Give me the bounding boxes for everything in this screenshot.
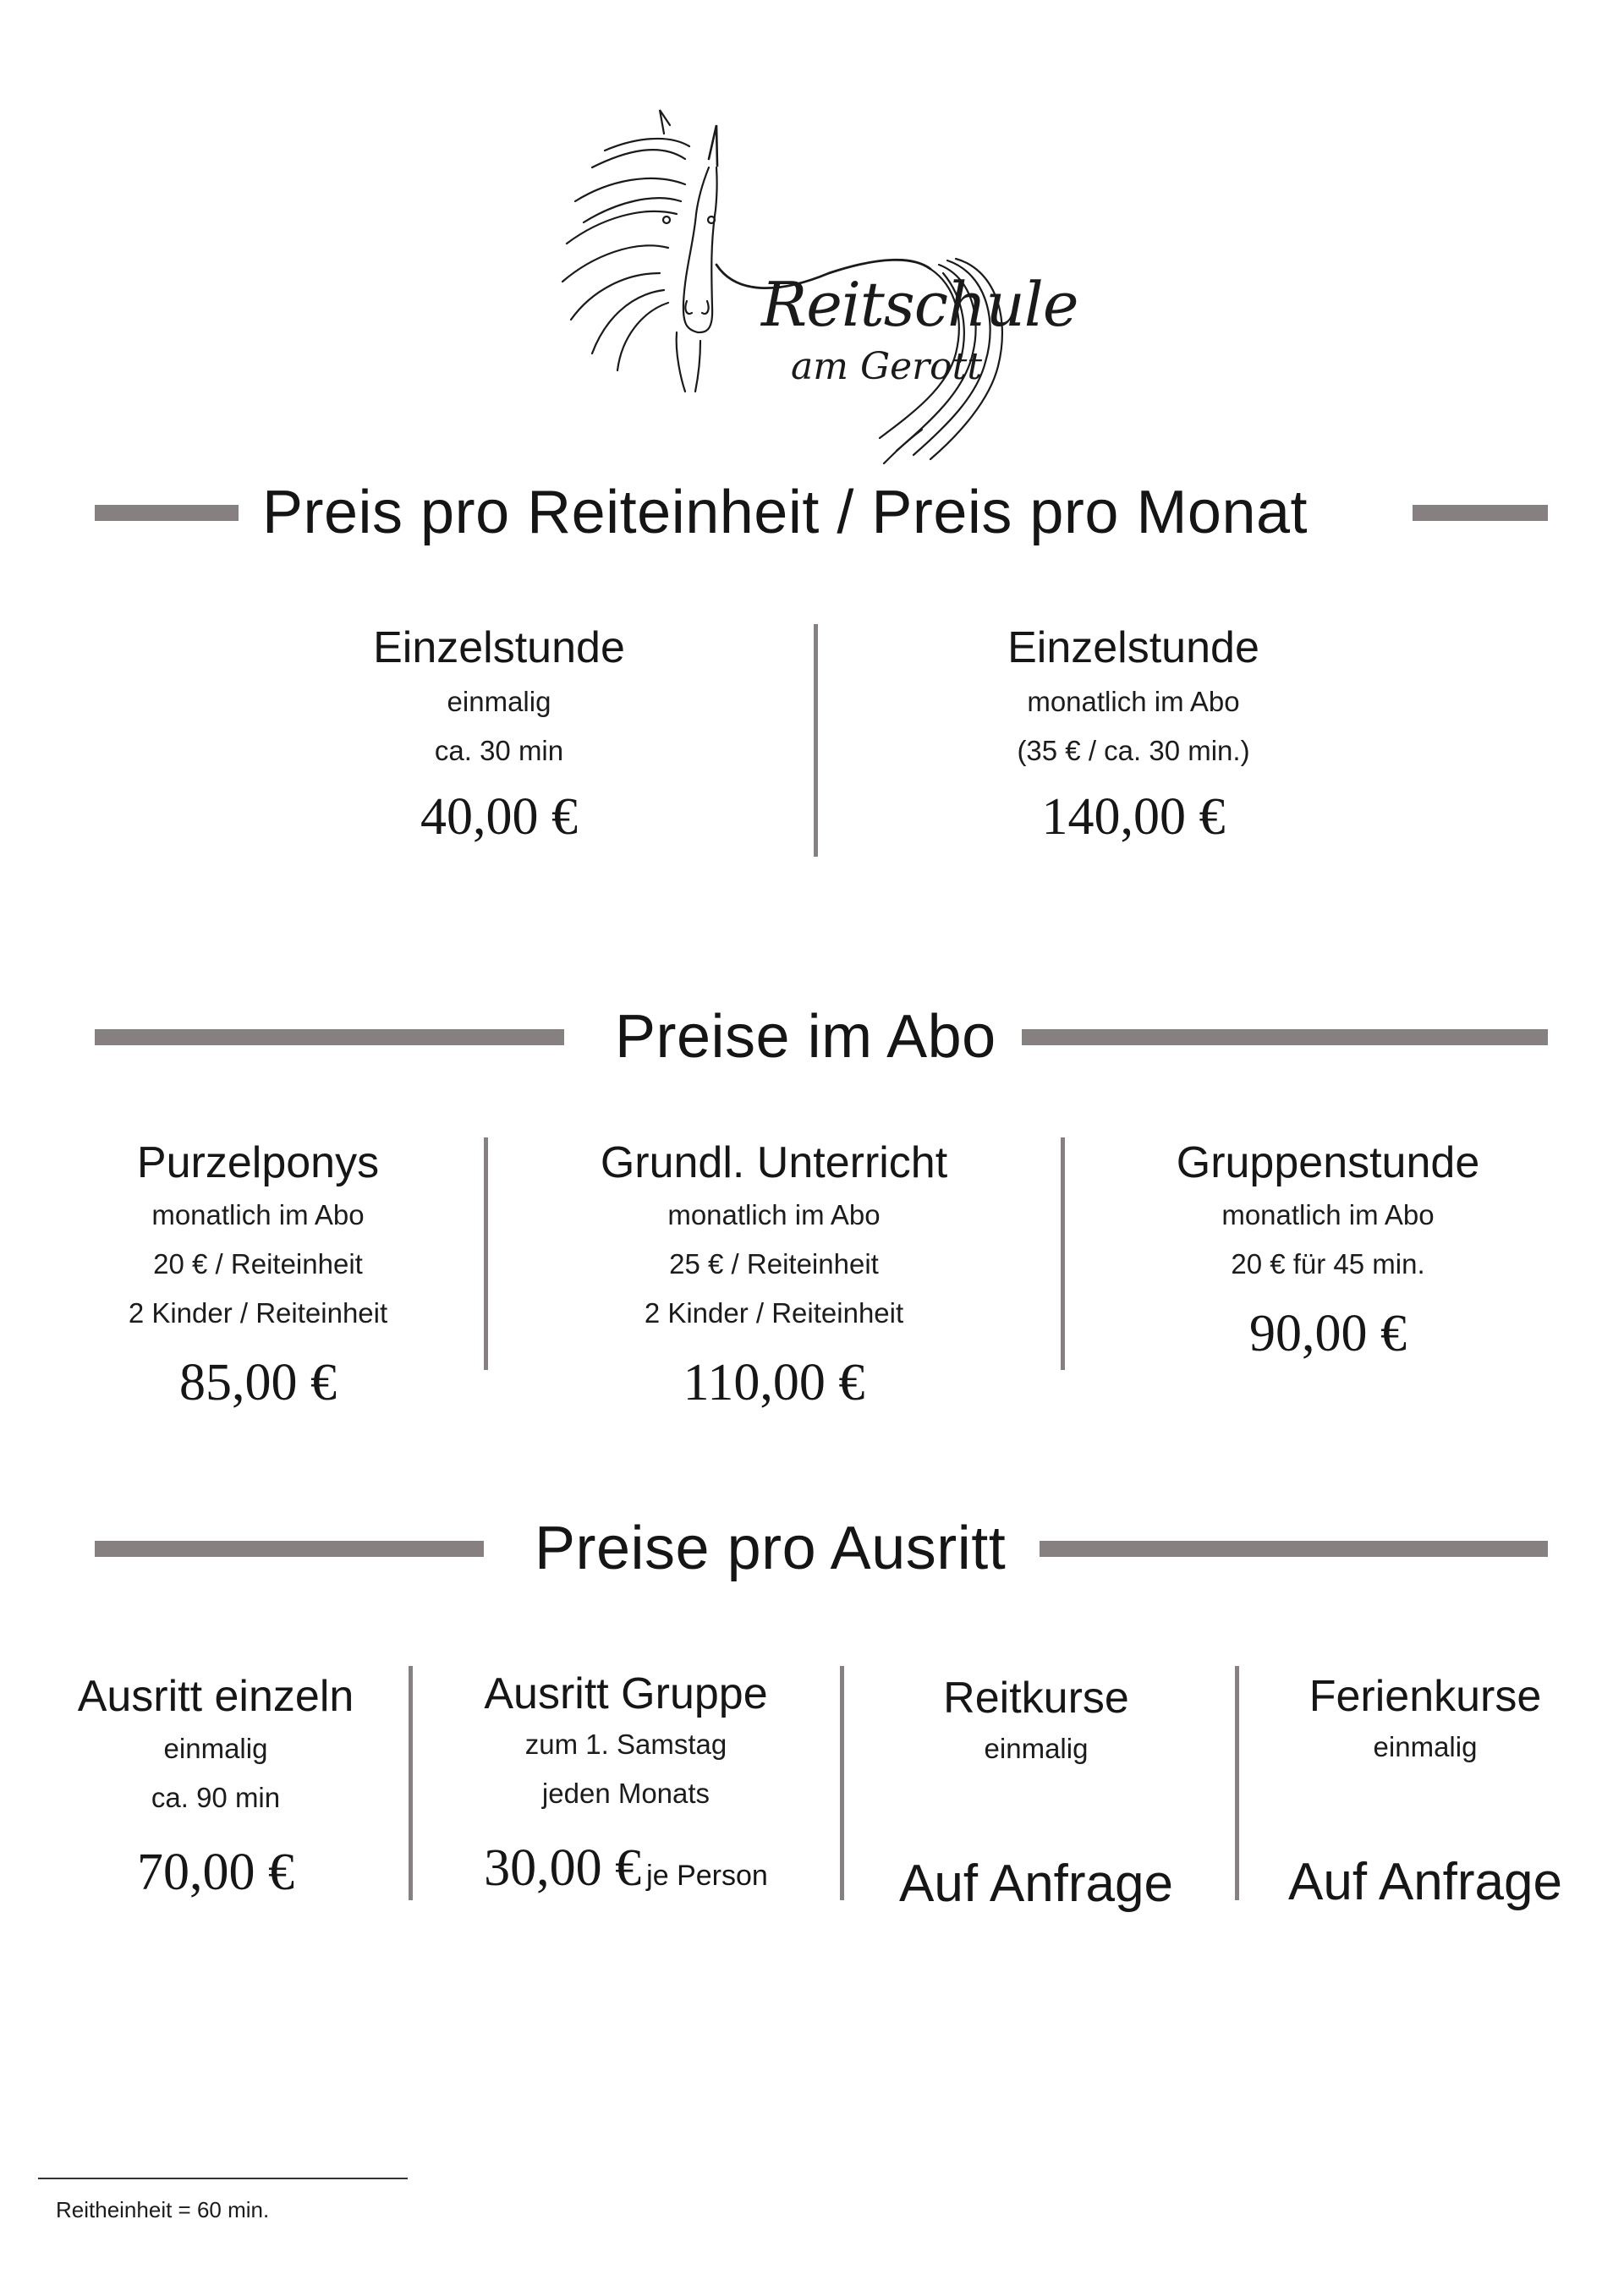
card-price: 90,00 € — [1249, 1305, 1407, 1363]
header-bar-right — [1413, 505, 1548, 521]
logo — [558, 100, 1116, 480]
card-detail: 2 Kinder / Reiteinheit — [128, 1297, 388, 1329]
section-title: Preis pro Reiteinheit / Preis pro Monat — [262, 479, 1309, 546]
card-title: Reitkurse — [943, 1674, 1129, 1723]
price-suffix: je Person — [646, 1860, 768, 1893]
column-divider — [840, 1666, 844, 1900]
price-card-einzelstunde-abo — [956, 623, 1311, 847]
header-bar-right — [1022, 1029, 1548, 1045]
card-detail: monatlich im Abo — [1027, 686, 1240, 718]
card-detail: (35 € / ca. 30 min.) — [1017, 735, 1250, 767]
card-title: Einzelstunde — [373, 623, 625, 672]
card-title: Einzelstunde — [1007, 623, 1259, 672]
card-price: Auf Anfrage — [1287, 1853, 1563, 1912]
section-header-ausritt — [95, 1515, 1548, 1582]
price-card-grundl-unterricht — [541, 1138, 1007, 1412]
card-title: Ferienkurse — [1309, 1672, 1542, 1721]
price-card-ausritt-einzeln — [42, 1672, 389, 1902]
logo-subtitle: am Gerott — [791, 345, 983, 388]
section-title: Preise pro Ausritt — [535, 1515, 1007, 1582]
card-detail: 2 Kinder / Reiteinheit — [644, 1297, 904, 1329]
column-divider — [814, 624, 818, 857]
section-header-reiteinheit — [95, 479, 1548, 546]
header-bar-left — [95, 505, 239, 521]
header-bar-left — [95, 1029, 564, 1045]
card-detail: zum 1. Samstag — [524, 1729, 727, 1761]
column-divider — [484, 1137, 488, 1370]
footnote-divider — [38, 2178, 408, 2179]
card-price: 70,00 € — [137, 1844, 294, 1902]
card-price: 110,00 € — [683, 1354, 865, 1412]
header-bar-right — [1040, 1541, 1548, 1557]
column-divider — [1235, 1666, 1239, 1900]
section-title: Preise im Abo — [615, 1003, 996, 1071]
price-card-gruppenstunde — [1125, 1138, 1531, 1363]
card-price — [440, 1839, 812, 1898]
price-card-reitkurse — [859, 1674, 1214, 1914]
price-value: 30,00 € — [484, 1839, 642, 1898]
card-title: Grundl. Unterricht — [600, 1138, 948, 1187]
footnote: Reitheinheit = 60 min. — [56, 2197, 270, 2222]
section-header-abo — [95, 1003, 1548, 1071]
card-detail: einmalig — [984, 1733, 1089, 1765]
card-detail: monatlich im Abo — [667, 1199, 881, 1231]
card-price: 40,00 € — [420, 788, 578, 847]
card-price: Auf Anfrage — [898, 1855, 1174, 1914]
card-detail: einmalig — [447, 686, 551, 718]
card-detail: 25 € / Reiteinheit — [669, 1248, 879, 1280]
price-card-einzelstunde-einmalig — [330, 623, 668, 847]
price-card-purzelponys — [85, 1138, 431, 1412]
card-detail: 20 € für 45 min. — [1231, 1248, 1425, 1280]
card-detail: ca. 90 min — [151, 1782, 281, 1814]
price-card-ausritt-gruppe — [440, 1669, 812, 1898]
card-detail: jeden Monats — [541, 1778, 710, 1810]
card-title: Purzelponys — [136, 1138, 380, 1187]
header-bar-left — [95, 1541, 484, 1557]
logo-title: Reitschule — [761, 269, 1078, 340]
card-price: 85,00 € — [179, 1354, 337, 1412]
card-detail: 20 € / Reiteinheit — [153, 1248, 363, 1280]
card-detail: monatlich im Abo — [151, 1199, 365, 1231]
card-detail: einmalig — [1373, 1731, 1478, 1763]
column-divider — [409, 1666, 413, 1900]
card-detail: monatlich im Abo — [1221, 1199, 1435, 1231]
column-divider — [1061, 1137, 1065, 1370]
price-card-ferienkurse — [1252, 1672, 1599, 1912]
card-title: Gruppenstunde — [1176, 1138, 1480, 1187]
card-title: Ausritt einzeln — [77, 1672, 354, 1721]
card-title: Ausritt Gruppe — [484, 1669, 768, 1718]
card-price: 140,00 € — [1041, 788, 1226, 847]
card-detail: einmalig — [163, 1733, 268, 1765]
card-detail: ca. 30 min — [434, 735, 564, 767]
